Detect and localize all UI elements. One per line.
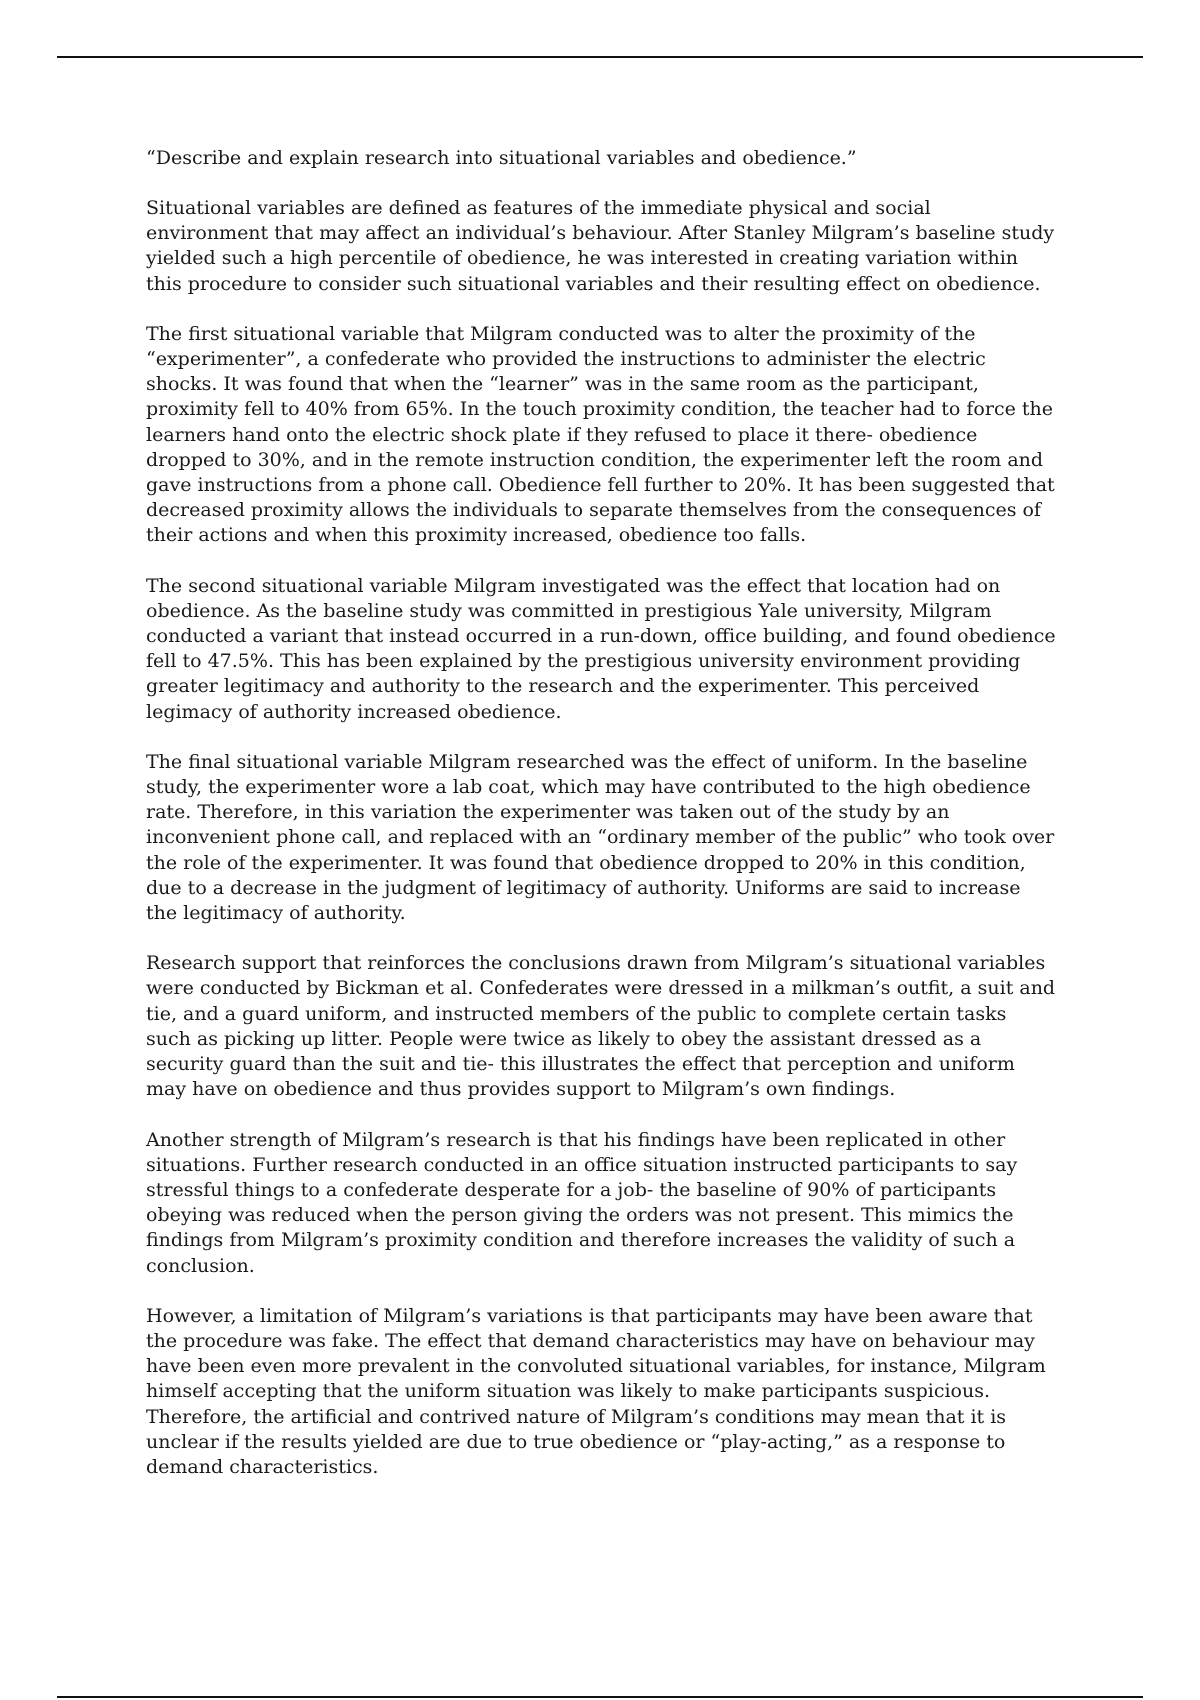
header-rule [57,56,1143,58]
paragraph-strength: Another strength of Milgram’s research is that his findings have been replicated in other situations. Further research conducted in an office situation instructed participants to say stressful things to a confederate desperate for a job- the baseline of 90% of participants obeying was reduced when the person giving the orders was not present. This mimics the findings from Milgram’s proximity condition and therefore increases the validity of such a conclusion. [146,1128,1018,1277]
paragraph-uniform: The final situational variable Milgram researched was the effect of uniform. In the baseline study, the experimenter wore a lab coat, which may have contributed to the high obedience rate. Therefore, in this variation the experimenter was taken out of the study by an inconvenient phone call, and replaced with an “ordinary member of the public” who took over the role of the experimenter. It was found that obedience dropped to 20% in this condition, due to a decrease in the judgment of legitimacy of authority. Uniforms are said to increase the legitimacy of authority. [146,750,1055,925]
essay-body [146,146,1056,1505]
essay-question: “Describe and explain research into situational variables and obedience.” [146,147,857,169]
paragraph-limitation: However, a limitation of Milgram’s variations is that participants may have been aware that the procedure was fake. The effect that demand characteristics may have on behaviour may have been even more prevalent in the convoluted situational variables, for instance, Milgram himself accepting that the uniform situation was likely to make participants suspicious. Therefore, the artificial and contrived nature of Milgram’s conditions may mean that it is unclear if the results yielded are due to true obedience or “play-acting,” as a response to demand characteristics. [146,1304,1046,1478]
paragraph-location: The second situational variable Milgram investigated was the effect that location had on obedience. As the baseline study was committed in prestigious Yale university, Milgram conducted a variant that instead occurred in a run-down, office building, and found obedience fell to 47.5%. This has been explained by the prestigious university environment providing greater legitimacy and authority to the research and the experimenter. This perceived legimacy of authority increased obedience. [146,574,1056,723]
footer-rule [57,1696,1143,1698]
paragraph-proximity: The first situational variable that Milgram conducted was to alter the proximity of the “experimenter”, a confederate who provided the instructions to administer the electric shocks. It was found that when the “learner” was in the same room as the participant, proximity fell to 40% from 65%. In the touch proximity condition, the teacher had to force the learners hand onto the electric shock plate if they refused to place it there- obedience dropped to 30%, and in the remote instruction condition, the experimenter left the room and gave instructions from a phone call. Obedience fell further to 20%. It has been suggested that decreased proximity allows the individuals to separate themselves from the consequences of their actions and when this proximity increased, obedience too falls. [146,322,1055,547]
paragraph-definition: Situational variables are defined as features of the immediate physical and social environment that may affect an individual’s behaviour. After Stanley Milgram’s baseline study yielded such a high percentile of obedience, he was interested in creating variation within this procedure to consider such situational variables and their resulting effect on obedience. [146,197,1055,295]
paragraph-research-support: Research support that reinforces the conclusions drawn from Milgram’s situational variables were conducted by Bickman et al. Confederates were dressed in a milkman’s outfit, a suit and tie, and a guard uniform, and instructed members of the public to complete certain tasks such as picking up litter. People were twice as likely to obey the assistant dressed as a security guard than the suit and tie- this illustrates the effect that perception and uniform may have on obedience and thus provides support to Milgram’s own findings. [146,952,1056,1101]
